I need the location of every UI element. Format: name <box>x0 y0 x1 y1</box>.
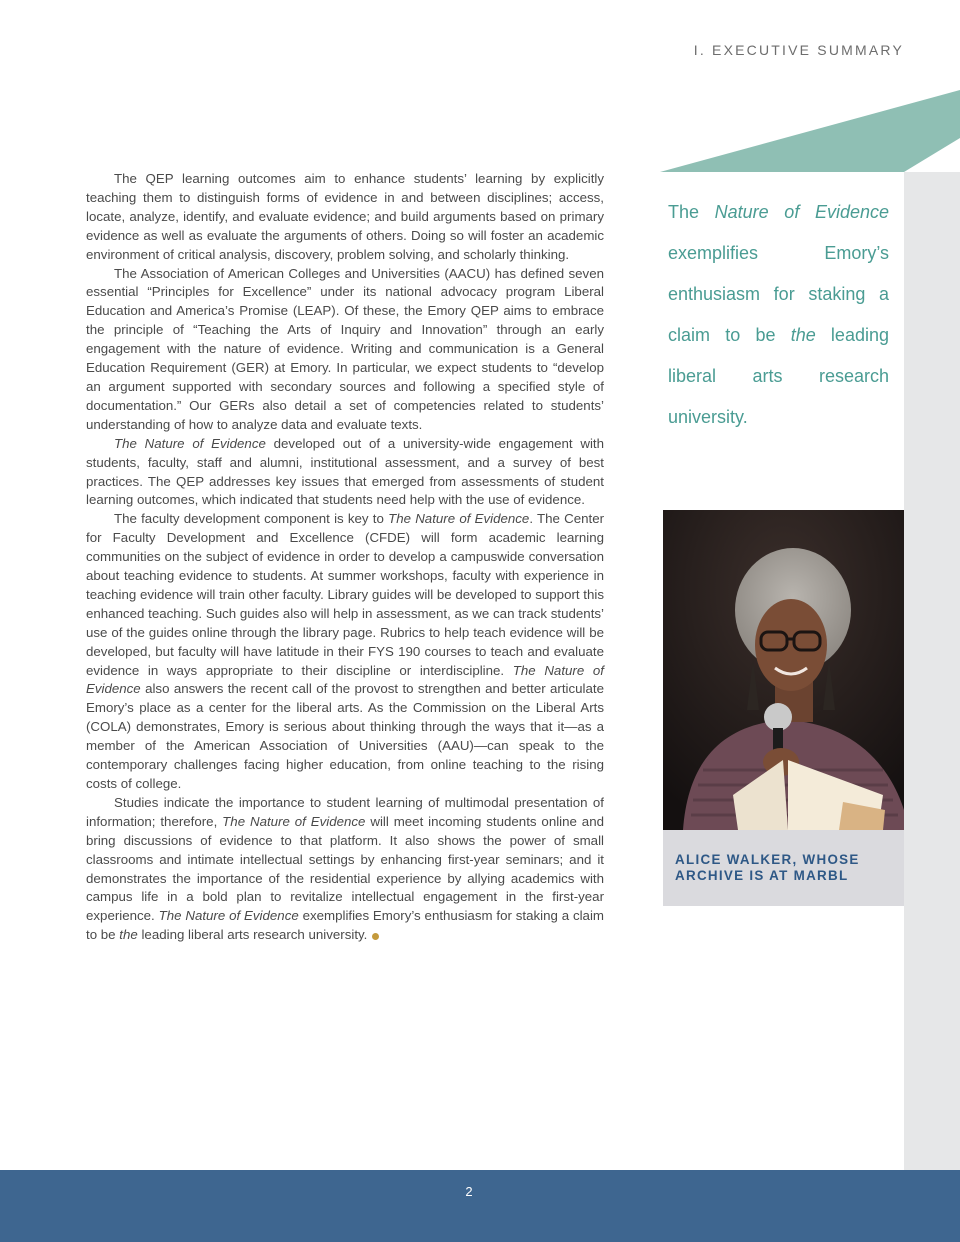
teal-accent-shape <box>660 86 960 174</box>
text-run: The QEP learning outcomes aim to enhance students’ learning by explicitly teaching them to distinguish forms of evidence in and between disciplines; access, locate, analyze, identify, and evaluate evidence; and build arguments based on primary evidence as well as evaluate the arguments of others. Doing so will foster an academic environment of critical analysis, discovery, problem solving, and scholarly thinking. <box>86 171 604 262</box>
section-header: I. EXECUTIVE SUMMARY <box>693 42 904 58</box>
end-mark-dot <box>372 933 379 940</box>
text-run: Studies indicate the importance to student learning of multimodal presentation of information; therefore, <box>86 794 604 829</box>
text-run: also answers the recent call of the provost to strengthen and better articulate Emory’s place as a center for the liberal arts. As the Commission on the Liberal Arts (COLA) demonstrates, Emory is serious about thinking through the ways that it—as a member of the American Association of Universities (AAU)—can speak to the contemporary challenges facing higher education, from online teaching to the rising costs of college. <box>86 681 604 791</box>
italic-text-run: The Nature of Evidence <box>114 435 266 451</box>
photo-caption <box>675 852 895 884</box>
pull-quote <box>668 192 889 438</box>
body-paragraph <box>86 170 604 265</box>
photo-alice-walker <box>663 510 904 906</box>
italic-text-run: The Nature of Evidence <box>158 908 299 924</box>
text-run: exemplifies Emory’s enthusiasm for staking a claim to be <box>86 908 604 943</box>
page-number: 2 <box>465 1184 473 1199</box>
text-run: exemplifies Emory’s enthusiasm for staking a claim to be <box>668 243 889 345</box>
footer-bar <box>0 1170 960 1242</box>
text-run: leading liberal arts research university. <box>137 927 368 943</box>
text-run: The <box>668 202 715 222</box>
portrait-image <box>663 510 904 830</box>
italic-text-run: the <box>790 325 816 345</box>
text-run: The faculty development component is key to <box>114 511 389 527</box>
caption-line-2: ARCHIVE IS AT MARBL <box>675 868 849 883</box>
italic-text-run: The Nature of Evidence <box>388 511 530 527</box>
body-paragraph <box>86 435 604 511</box>
body-paragraph <box>86 510 604 794</box>
text-run: The Association of American Colleges and Universities (AACU) has defined seven essential “Principles for Excellence” under its national advocacy program Liberal Education and America’s Promise (LEAP). Of these, the Emory QEP aims to embrace the principle of “Teaching the Arts of Inquiry and Innovation” through an early engagement with the nature of evidence. Writing and communication is a General Education Requirement (GER) at Emory. In particular, we expect students to “develop an argument supported with secondary sources and following a specified style of documentation.” Our GERs also detail a set of competencies related to students’ understanding of how to analyze data and evaluate texts. <box>86 265 604 432</box>
italic-text-run: The Nature of Evidence <box>86 662 604 697</box>
body-paragraph <box>86 794 604 945</box>
body-text <box>86 170 604 945</box>
body-paragraph <box>86 265 604 435</box>
text-run: will meet incoming students online and bring discussions of evidence to that platform. It also shows the power of small classrooms and intimate intellectual settings by enhancing first-year seminars; and it demonstrates the importance of the residential experience by allying academics with campus life in a bold plan to revitalize intellectual engagement in the first-year experience. <box>86 813 604 924</box>
text-run: developed out of a university-wide engagement with students, faculty, staff and alumni, institutional assessment, and a survey of best practices. The QEP addresses key issues that emerged from assessments of student learning outcomes, which indicated that students need help with the use of evidence. <box>86 435 604 508</box>
text-run: . The Center for Faculty Development and Excellence (CFDE) will form academic learning communities on the subject of evidence in order to develop a campuswide conversation about teaching evidence to students. At summer workshops, faculty with experience in teaching evidence will train other faculty. Library guides will be developed to support this enhanced teaching. Such guides also will help in assessment, as we can track students’ use of the guides online through the library page. Rubrics to help teach evidence will be developed, but faculty will have latitude in their FYS 190 courses to teach and evaluate evidence in ways appropriate to their discipline or interdiscipline. <box>86 511 605 678</box>
side-strip <box>904 172 960 1170</box>
text-run: leading liberal arts research university. <box>668 325 889 427</box>
italic-text-run: the <box>119 927 138 943</box>
italic-text-run: The Nature of Evidence <box>222 813 366 829</box>
photo-caption-box <box>663 830 904 906</box>
caption-line-1: ALICE WALKER, WHOSE <box>675 852 860 867</box>
italic-text-run: Nature of Evidence <box>714 202 889 222</box>
